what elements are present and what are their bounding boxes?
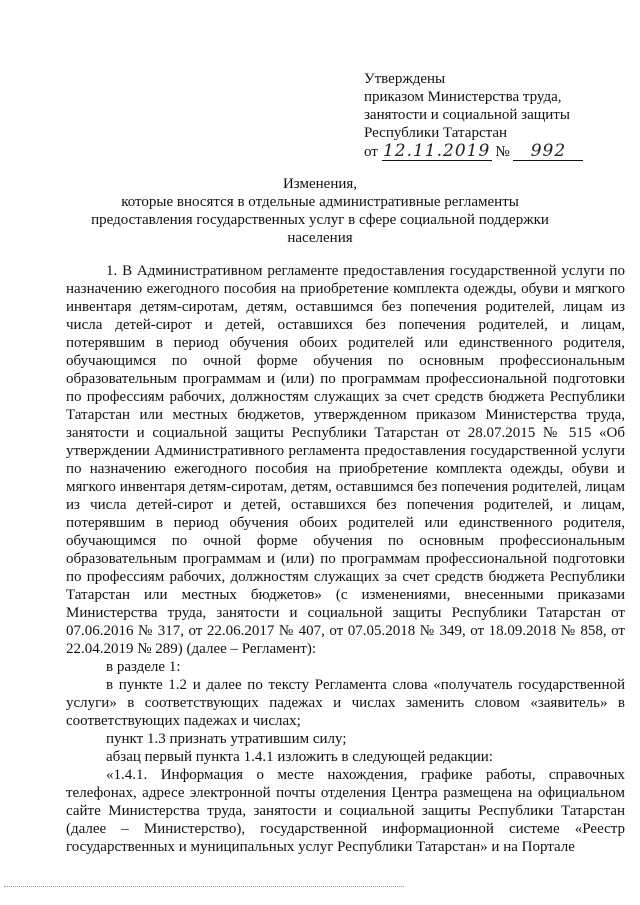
date-prefix: от [364, 144, 378, 160]
title-line-2: которые вносятся в отдельные административные регламенты [121, 194, 519, 210]
scan-artifact-line [4, 886, 404, 890]
paragraph-2: в разделе 1: [106, 659, 181, 675]
approval-date-number-line [364, 142, 614, 161]
approval-line-2: приказом Министерства труда, [364, 89, 562, 105]
handwritten-number: 992 [513, 142, 583, 161]
paragraph-6: «1.4.1. Информация о месте нахождения, графике работы, справочных телефонах, адресе электронной почты отделения Центра размещена на официальном сайте Министерства труда, занятости и социальной защиты Республики Татарстан (далее – Министерство), государственной информационной системе «Реестр государственных и муниципальных услуг Республики Татарстан» и на Портале [66, 767, 625, 855]
paragraph-1: 1. В Административном регламенте предоставления государственной услуги по назначению ежегодного пособия на приобретение комплекта одежды, обуви и мягкого инвентаря детям-сиротам, детям, оставшимся без попечения родителей, лицам из числа детей-сирот и детей, оставшихся без попечения родителей, и лицам, потерявшим в период обучения обоих родителей или единственного родителя, обучающимся по очной форме обучения по основным профессиональным образовательным программам и (или) по программам профессиональной подготовки по профессиям рабочих, должностям служащих за счет средств бюджета Республики Татарстан или местных бюджетов, утвержденном приказом Министерства труда, занятости и социальной защиты Республики Татарстан от 28.07.2015 № 515 «Об утверждении Административного регламента предоставления государственной услуги по назначению ежегодного пособия на приобретение комплекта одежды, обуви и мягкого инвентаря детям-сиротам, детям, оставшимся без попечения родителей, лицам из числа детей-сирот и детей, оставшихся без попечения родителей, и лицам, потерявшим в период обучения обоих родителей или единственного родителя, обучающимся по очной форме обучения по основным профессиональным образовательным программам и (или) по программам профессиональной подготовки по профессиям рабочих, должностям служащих за счет средств бюджета Республики Татарстан или местных бюджетов» (с изменениями, внесенными приказами Министерства труда, занятости и социальной защиты Республики Татарстан от 07.06.2016 № 317, от 22.06.2017 № 407, от 07.05.2018 № 349, от 18.09.2018 № 858, от 22.04.2019 № 289) (далее – Регламент): [66, 263, 625, 657]
document-body [66, 262, 625, 856]
approval-block [364, 70, 614, 161]
title-line-3: предоставления государственных услуг в сфере социальной поддержки [91, 212, 549, 228]
handwritten-date: 12.11.2019 [382, 141, 491, 161]
approval-line-3: занятости и социальной защиты [364, 107, 570, 123]
title-line-1: Изменения, [282, 176, 358, 192]
paragraph-3: в пункте 1.2 и далее по тексту Регламента слова «получатель государственной услуги» в соответствующих падежах и числах заменить словом «заявитель» в соответствующих падежах и числах; [66, 677, 625, 729]
number-prefix: № [495, 144, 510, 160]
paragraph-4: пункт 1.3 признать утратившим силу; [106, 731, 347, 747]
paragraph-5: абзац первый пункта 1.4.1 изложить в следующей редакции: [106, 749, 493, 765]
title-line-4: населения [287, 230, 353, 246]
approval-line-1: Утверждены [364, 71, 446, 87]
approval-line-4: Республики Татарстан [364, 125, 508, 141]
document-title [60, 175, 580, 247]
